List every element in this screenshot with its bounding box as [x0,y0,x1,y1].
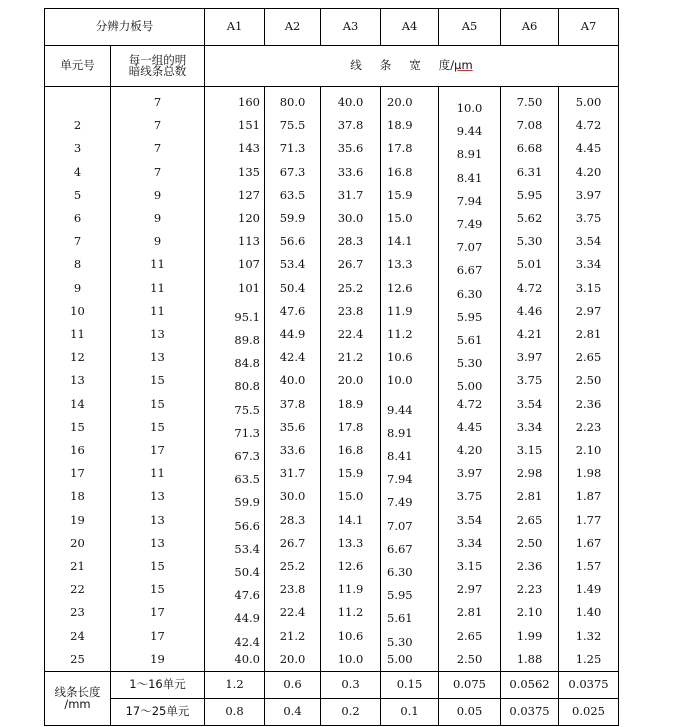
width-value: 5.30 [387,634,413,649]
width-header-char-4: 度/ [438,58,455,73]
width-value: 80.8 [234,379,260,394]
length-row-1 [45,672,619,699]
width-value: 63.5 [234,472,260,487]
a7-column [559,87,619,672]
width-value: 8.41 [387,449,413,463]
width-value: 3.75 [575,211,602,225]
plate-a3-header: A3 [321,9,381,46]
width-value: 26.7 [337,257,364,272]
plate-a7-header: A7 [559,9,619,46]
width-value: 4.20 [456,443,483,457]
width-value: 15.9 [337,466,364,481]
width-value: 10.0 [337,651,364,666]
plate-a1-header: A1 [205,9,265,46]
width-value: 135 [238,164,260,179]
width-value: 10.0 [387,373,413,388]
width-value: 80.0 [279,95,306,109]
width-value: 1.98 [575,466,602,481]
plate-a5-header: A5 [439,9,501,46]
width-value: 2.97 [456,582,483,597]
width-value: 3.34 [456,535,483,550]
width-value: 4.72 [575,118,602,133]
width-value: 11.9 [337,582,364,597]
width-value: 14.1 [387,234,413,249]
length-cell: 0.075 [439,672,501,699]
width-header-char-2: 条 [379,58,392,73]
width-value: 15.0 [387,211,413,225]
line-count: 13 [150,327,165,341]
line-count: 15 [150,559,165,573]
width-value: 89.8 [234,333,260,347]
width-value: 143 [238,141,260,156]
width-value: 7.49 [456,217,483,231]
length-range-1: 1～16单元 [111,672,205,699]
width-value: 2.23 [575,419,602,434]
width-value: 26.7 [279,535,306,550]
width-value: 59.9 [279,211,306,225]
width-value: 37.8 [279,396,306,411]
width-value: 6.67 [456,263,483,278]
width-value: 5.95 [516,187,543,202]
width-value: 127 [238,187,260,202]
width-value: 3.97 [456,466,483,481]
width-value: 33.6 [279,443,306,457]
width-value: 2.10 [575,443,602,457]
width-header-char-3: 宽 [409,58,421,73]
width-value: 4.72 [516,280,543,295]
width-value: 1.40 [575,605,602,620]
width-value: 3.15 [575,280,602,295]
width-value: 2.81 [516,489,543,504]
length-label [45,672,111,726]
width-value: 13.3 [387,257,413,272]
width-value: 17.8 [387,141,413,156]
unit-number: 14 [70,396,85,411]
width-value: 4.72 [456,396,483,411]
unit-number: 12 [70,350,85,365]
length-row-2 [45,699,619,726]
width-value: 28.3 [279,512,306,527]
width-value: 10.0 [456,101,483,115]
width-value: 33.6 [337,164,364,179]
width-value: 20.0 [337,373,364,388]
width-value: 4.46 [516,303,543,318]
a6-column [501,87,559,672]
unit-number: 4 [73,164,82,179]
width-value: 7.07 [387,518,413,533]
width-value: 14.1 [337,512,364,527]
width-value: 84.8 [234,356,260,371]
width-value: 2.50 [575,373,602,388]
line-count: 15 [150,373,165,388]
width-value: 44.9 [279,327,306,341]
width-value: 5.30 [456,356,483,371]
width-value: 5.00 [387,651,413,666]
length-cell: 0.3 [321,672,381,699]
width-value: 16.8 [387,164,413,179]
width-value: 16.8 [337,443,364,457]
width-value: 44.9 [234,611,260,626]
width-value: 4.21 [516,327,543,341]
width-value: 3.54 [456,512,483,527]
line-count: 17 [150,443,165,457]
width-value: 2.50 [456,651,483,666]
line-count: 9 [153,187,162,202]
width-value: 3.75 [516,373,543,388]
width-value: 71.3 [234,425,260,440]
width-value: 113 [238,234,260,249]
width-value: 23.8 [279,582,306,597]
width-value: 53.4 [279,257,306,272]
width-value: 1.25 [575,651,602,666]
width-value: 6.68 [516,141,543,156]
line-count: 11 [150,257,165,272]
width-value: 12.6 [387,280,413,295]
length-cell: 1.2 [205,672,265,699]
width-value: 1.99 [516,628,543,643]
width-value: 2.98 [516,466,543,481]
width-value: 160 [238,95,260,109]
width-value: 35.6 [337,141,364,156]
width-value: 2.81 [575,327,602,341]
width-value: 1.57 [575,559,602,573]
resolution-table [44,8,619,726]
width-value: 1.67 [575,535,602,550]
width-value: 37.8 [337,118,364,133]
width-value: 40.0 [234,651,260,666]
width-value: 15.9 [387,187,413,202]
width-value: 59.9 [234,495,260,510]
line-count: 7 [153,95,162,109]
width-value: 5.30 [516,234,543,249]
width-value: 8.91 [456,147,483,162]
a4-column [381,87,439,672]
line-count: 11 [150,303,165,318]
width-value: 53.4 [234,541,260,556]
unit-number: 16 [70,443,85,457]
width-value: 15.0 [337,489,364,504]
width-value: 5.95 [387,588,413,603]
width-value: 8.91 [387,425,413,440]
width-value: 40.0 [337,95,364,109]
unit-number: 5 [73,187,82,202]
plate-a4-header: A4 [381,9,439,46]
width-value: 7.49 [387,495,413,510]
unit-number: 23 [70,605,85,620]
plate-header-row [45,9,619,46]
width-value: 13.3 [337,535,364,550]
width-value: 35.6 [279,419,306,434]
width-value: 1.49 [575,582,602,597]
count-column [111,87,205,672]
length-cell: 0.2 [321,699,381,726]
width-value: 22.4 [337,327,364,341]
length-cell: 0.0375 [501,699,559,726]
width-value: 63.5 [279,187,306,202]
unit-number: 6 [73,211,82,225]
width-value: 3.15 [456,559,483,573]
width-value: 2.65 [575,350,602,365]
width-value: 11.9 [387,303,413,318]
width-value: 22.4 [279,605,306,620]
line-count: 15 [150,396,165,411]
width-value: 6.30 [387,565,413,579]
width-value: 107 [238,257,260,272]
width-value: 6.31 [516,164,543,179]
count-header [111,46,205,87]
line-count: 13 [150,512,165,527]
width-value: 30.0 [279,489,306,504]
unit-number: 2 [73,118,82,133]
width-value: 56.6 [279,234,306,249]
length-cell: 0.0562 [501,672,559,699]
width-value: 28.3 [337,234,364,249]
unit-column [45,87,111,672]
column-header-row [45,46,619,87]
width-value: 4.45 [456,419,483,434]
width-unit: μm [454,58,473,73]
unit-number: 17 [70,466,85,481]
width-value: 67.3 [279,164,306,179]
width-value: 2.65 [516,512,543,527]
a3-column [321,87,381,672]
width-value: 10.6 [337,628,364,643]
width-value: 21.2 [337,350,364,365]
length-cell: 0.1 [381,699,439,726]
plate-a6-header: A6 [501,9,559,46]
width-value: 3.54 [516,396,543,411]
line-count: 7 [153,141,162,156]
width-value: 151 [238,118,260,133]
width-value: 17.8 [337,419,364,434]
width-value: 101 [238,280,260,295]
a5-column [439,87,501,672]
line-count: 19 [150,651,165,666]
width-header-char-1: 线 [350,58,362,73]
width-value: 23.8 [337,303,364,318]
width-value: 3.34 [516,419,543,434]
data-body-row [45,87,619,672]
length-range-2: 17～25单元 [111,699,205,726]
width-value: 18.9 [387,118,413,133]
count-header-line2: 暗线条总数 [128,64,187,78]
width-value: 21.2 [279,628,306,643]
width-value: 47.6 [234,588,260,603]
width-value: 5.62 [516,211,543,225]
line-count: 7 [153,118,162,133]
width-value: 31.7 [337,187,364,202]
length-cell: 0.05 [439,699,501,726]
width-value: 3.75 [456,489,483,504]
width-value: 5.00 [456,379,483,394]
width-value: 3.97 [516,350,543,365]
unit-number: 24 [70,628,85,643]
length-cell: 0.4 [265,699,321,726]
line-count: 9 [153,211,162,225]
width-value: 2.65 [456,628,483,643]
width-value: 1.87 [575,489,602,504]
width-value: 120 [238,211,260,225]
width-value: 67.3 [234,449,260,463]
unit-number: 13 [70,373,85,388]
width-value: 71.3 [279,141,306,156]
width-value: 6.67 [387,541,413,556]
width-value: 5.00 [575,95,602,109]
width-value: 1.88 [516,651,543,666]
width-value: 31.7 [279,466,306,481]
width-value: 2.10 [516,605,543,620]
width-value: 47.6 [279,303,306,318]
unit-number: 10 [70,303,85,318]
line-count: 9 [153,234,162,249]
line-count: 11 [150,280,165,295]
width-value: 18.9 [337,396,364,411]
width-value: 2.36 [516,559,543,573]
width-value: 7.94 [456,193,483,208]
width-value: 4.45 [575,141,602,156]
unit-number: 8 [73,257,82,272]
width-value: 1.77 [575,512,602,527]
unit-number: 18 [70,489,85,504]
width-value: 20.0 [279,651,306,666]
length-cell: 0.15 [381,672,439,699]
width-value: 7.94 [387,472,413,487]
width-value: 2.81 [456,605,483,620]
width-value: 50.4 [234,565,260,579]
width-value: 2.36 [575,396,602,411]
line-count: 13 [150,489,165,504]
length-cell: 0.6 [265,672,321,699]
width-value: 7.50 [516,95,543,109]
width-value: 10.6 [387,350,413,365]
width-value: 2.23 [516,582,543,597]
width-value: 3.54 [575,234,602,249]
unit-number: 9 [73,280,82,295]
width-value: 56.6 [234,518,260,533]
plate-a2-header: A2 [265,9,321,46]
width-value: 3.15 [516,443,543,457]
width-value: 9.44 [456,124,483,139]
width-value: 40.0 [279,373,306,388]
width-value: 2.97 [575,303,602,318]
width-value: 3.34 [575,257,602,272]
width-value: 12.6 [337,559,364,573]
width-value: 5.61 [387,611,413,626]
length-cell: 0.8 [205,699,265,726]
unit-number: 19 [70,512,85,527]
width-value: 9.44 [387,402,413,417]
width-value: 5.61 [456,333,483,347]
width-value: 25.2 [279,559,306,573]
unit-number: 15 [70,419,85,434]
width-value: 4.20 [575,164,602,179]
count-header-line1: 每一组的明 [128,52,187,67]
unit-number: 11 [70,327,85,341]
length-label-line2: /mm [64,696,91,711]
line-count: 13 [150,535,165,550]
line-count: 17 [150,605,165,620]
line-count: 7 [153,164,162,179]
unit-number: 21 [70,559,85,573]
line-count: 13 [150,350,165,365]
width-value: 8.41 [456,170,483,185]
width-value: 20.0 [387,95,413,109]
unit-number: 25 [70,651,85,666]
unit-number [45,91,110,114]
length-cell: 0.025 [559,699,619,726]
width-value: 7.08 [516,118,543,133]
length-label-line1: 线条长度 [54,685,101,699]
line-count: 15 [150,419,165,434]
width-value: 75.5 [234,402,260,417]
length-cell: 0.0375 [559,672,619,699]
unit-number: 20 [70,535,85,550]
width-value: 75.5 [279,118,306,133]
width-value: 6.30 [456,286,483,301]
width-value: 42.4 [234,634,260,649]
width-value: 1.32 [575,628,602,643]
unit-number: 3 [73,141,82,156]
a2-column [265,87,321,672]
unit-number: 22 [70,582,85,597]
width-value: 11.2 [387,327,413,341]
width-value: 7.07 [456,240,483,255]
width-value: 5.01 [516,257,543,272]
width-value: 30.0 [337,211,364,225]
width-header [205,46,619,87]
corner-label: 分辨力板号 [45,9,205,46]
width-value: 42.4 [279,350,306,365]
width-value: 25.2 [337,280,364,295]
width-value: 95.1 [234,309,260,324]
line-count: 17 [150,628,165,643]
a1-column [205,87,265,672]
unit-number: 7 [73,234,82,249]
width-value: 11.2 [337,605,364,620]
width-value: 5.95 [456,309,483,324]
line-count: 11 [150,466,165,481]
width-value: 2.50 [516,535,543,550]
width-value: 3.97 [575,187,602,202]
width-value: 50.4 [279,280,306,295]
line-count: 15 [150,582,165,597]
unit-header: 单元号 [45,46,111,87]
